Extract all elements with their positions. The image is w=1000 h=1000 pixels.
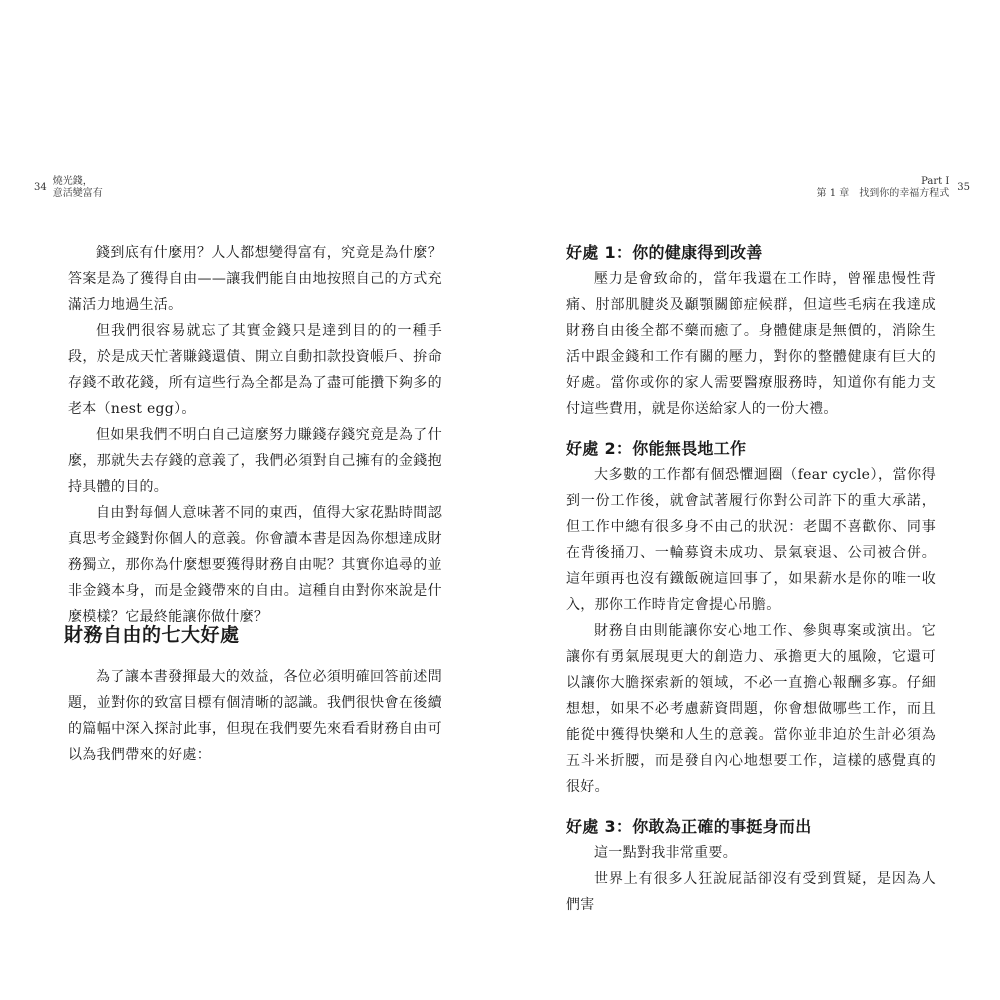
section-paragraph: 為了讓本書發揮最大的效益，各位必須明確回答前述問題，並對你的致富目標有個清晰的認識。我們很快會在後續的篇幅中深入探討此事，但現在我們要先來看看財務自由可以為我們帶來的好處： — [68, 669, 442, 763]
intro-paragraph-4: 自由對每個人意味著不同的東西，值得大家花點時間認真思考金錢對你個人的意義。你會讀本書是因為你想達成財務獨立，那你為什麼想要獲得財務自由呢？其實你追尋的並非金錢本身，而是金錢帶來的自由。這種自由對你來說是什麼模樣？它最終能讓你做什麼？ — [68, 505, 442, 625]
left-header-line-2: 意活變富有 — [52, 188, 103, 199]
intro-paragraph-2: 但我們很容易就忘了其實金錢只是達到目的的一種手段，於是成天忙著賺錢還債、開立自動扣款投資帳戶、拚命存錢不敢花錢，所有這些行為全都是為了盡可能攢下夠多的老本（nest egg）。 — [68, 323, 442, 417]
right-page-number: 35 — [957, 182, 970, 193]
left-intro-text — [68, 240, 442, 630]
left-section-text — [68, 664, 442, 768]
left-header-line-1: 燒光錢， — [52, 176, 93, 187]
left-header-title — [53, 176, 103, 200]
right-header-title — [817, 176, 950, 200]
benefit-3-paragraph-1: 這一點對我非常重要。 — [594, 845, 737, 861]
benefit-3-paragraph-2: 世界上有很多人狂說屁話卻沒有受到質疑，是因為人們害 — [566, 871, 936, 913]
intro-paragraph-1: 錢到底有什麼用？人人都想變得富有，究竟是為什麼？答案是為了獲得自由——讓我們能自由地按照自己的方式充滿活力地過生活。 — [68, 245, 442, 313]
right-running-header — [817, 176, 970, 200]
section-heading: 財務自由的七大好處 — [64, 624, 240, 646]
benefit-1-heading: 好處 1：你的健康得到改善 — [566, 243, 763, 262]
benefit-3-heading: 好處 3：你敢為正確的事挺身而出 — [566, 817, 812, 836]
benefit-2-heading: 好處 2：你能無畏地工作 — [566, 439, 747, 458]
intro-paragraph-3: 但如果我們不明白自己這麼努力賺錢存錢究竟是為了什麼，那就失去存錢的意義了，我們必須對自己擁有的金錢抱持具體的目的。 — [68, 427, 442, 495]
benefit-1-paragraph-1: 壓力是會致命的，當年我還在工作時，曾罹患慢性背痛、肘部肌腱炎及顳顎關節症候群，但這些毛病在我達成財務自由後全都不藥而癒了。身體健康是無價的，消除生活中跟金錢和工作有關的壓力，對你的整體健康有巨大的好處。當你或你的家人需要醫療服務時，知道你有能力支付這些費用，就是你送給家人的一份大禮。 — [566, 271, 936, 417]
benefit-2-paragraph-2: 財務自由則能讓你安心地工作、參與專案或演出。它讓你有勇氣展現更大的創造力、承擔更大的風險，它還可以讓你大膽探索新的領域，不必一直擔心報酬多寡。仔細想想，如果不必考慮薪資問題，你會想做哪些工作，而且能從中獲得快樂和人生的意義。當你並非迫於生計必須為五斗米折腰，而是發自內心地想要工作，這樣的感覺真的很好。 — [566, 623, 936, 795]
right-header-part: Part I — [921, 176, 950, 187]
spacer — [566, 422, 936, 436]
left-page-number: 34 — [34, 182, 47, 193]
right-text — [566, 240, 936, 918]
left-running-header — [34, 176, 103, 200]
spacer — [566, 800, 936, 814]
benefit-2-paragraph-1: 大多數的工作都有個恐懼迴圈（fear cycle），當你得到一份工作後，就會試著履行你對公司許下的重大承諾，但工作中總有很多身不由己的狀況：老闆不喜歡你、同事在背後捅刀、一輪募資未成功、景氣衰退、公司被合併。這年頭再也沒有鐵飯碗這回事了，如果薪水是你的唯一收入，那你工作時肯定會提心吊膽。 — [566, 467, 936, 613]
right-header-chapter: 第 1 章 找到你的幸福方程式 — [816, 188, 950, 199]
